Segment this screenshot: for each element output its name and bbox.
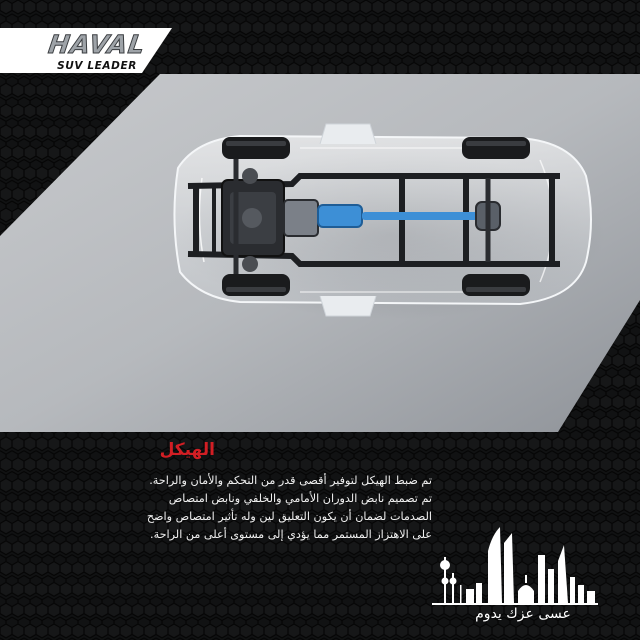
skyline-illustration xyxy=(430,525,600,610)
description-line: تم تصميم نابض الدوران الأمامي والخلفي ونابض امتصاص xyxy=(168,492,432,505)
section-description xyxy=(72,472,432,544)
section-heading: الهيكل xyxy=(159,440,215,460)
brand-logo xyxy=(42,30,152,72)
campaign-slogan: عسى عزك يدوم xyxy=(475,606,571,622)
description-line: تم ضبط الهيكل لتوفير أقصى قدر من التحكم والأمان والراحة. xyxy=(149,474,432,487)
description-line: على الاهتزاز المستمر مما يؤدي إلى مستوى أعلى من الراحة. xyxy=(150,528,432,541)
brand-tagline: SUV LEADER xyxy=(57,60,137,72)
description-line: الصدمات لضمان أن يكون التعليق لين وله تأثير امتصاص واضح xyxy=(146,510,432,523)
brand-name: HAVAL xyxy=(46,30,148,59)
